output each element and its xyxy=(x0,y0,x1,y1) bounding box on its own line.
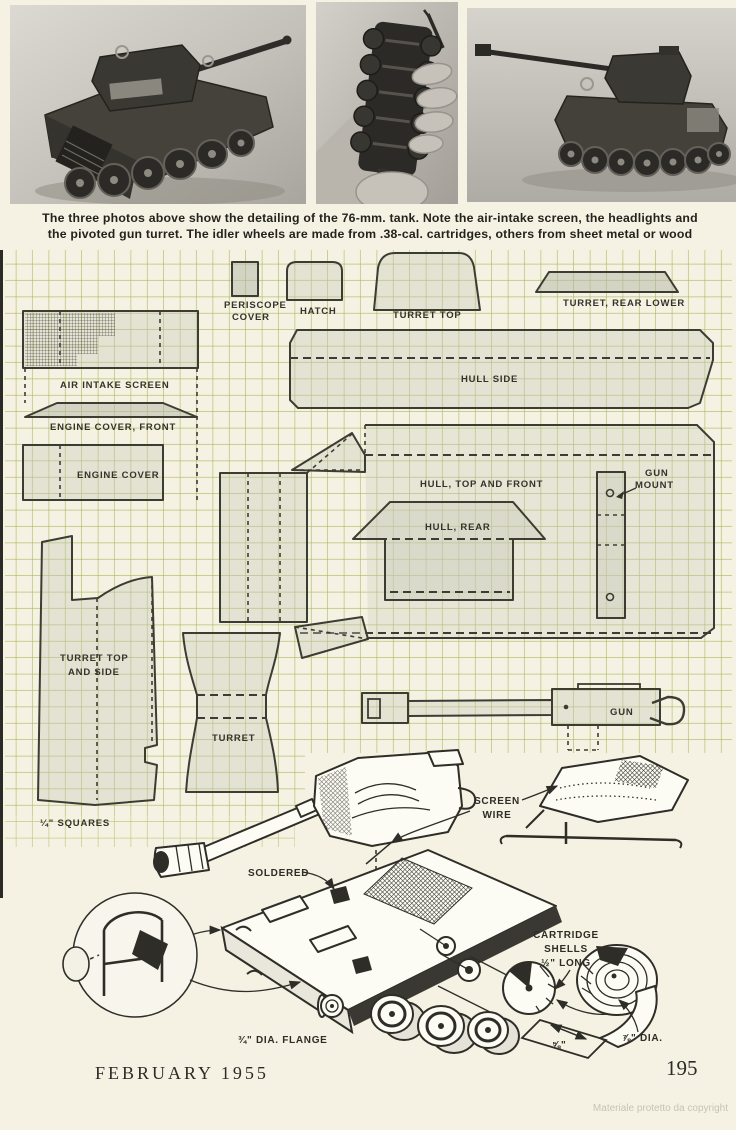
photo-tank-front-left-art xyxy=(10,5,306,204)
label-turret: TURRET xyxy=(212,733,256,744)
label-soldered: SOLDERED xyxy=(248,868,310,879)
label-hull-side: HULL SIDE xyxy=(461,374,519,385)
page-number: 195 xyxy=(666,1056,698,1080)
turret-underside-drawing xyxy=(501,756,688,848)
photo-caption xyxy=(40,211,700,242)
photo-track-assembly xyxy=(316,2,458,204)
label-hull-top-front: HULL, TOP AND FRONT xyxy=(420,479,544,490)
strip-dimension-drawing xyxy=(522,1020,606,1058)
issue-date: FEBRUARY 1955 xyxy=(95,1063,269,1083)
label-shells: SHELLS xyxy=(544,944,588,955)
assembly-diagram xyxy=(0,748,736,1062)
label-wire: WIRE xyxy=(482,810,512,821)
label-five-eighths: ⅝" xyxy=(552,1040,567,1051)
label-turret-top-side-1: TURRET TOP xyxy=(60,653,129,664)
label-turret-top-side-2: AND SIDE xyxy=(68,667,120,678)
photo-tank-front-left xyxy=(10,5,306,204)
label-hatch: HATCH xyxy=(300,306,337,317)
photo-tank-side xyxy=(467,8,736,202)
photo-track-assembly-art xyxy=(316,2,458,204)
headlight xyxy=(63,947,89,981)
label-cartridge: CARTRIDGE xyxy=(533,930,599,941)
label-periscope-cover-2: COVER xyxy=(232,312,270,323)
photo-tank-side-art xyxy=(467,8,736,202)
drum-wheel-1 xyxy=(371,995,425,1040)
label-engine-cover: ENGINE COVER xyxy=(77,470,160,481)
tank-turret xyxy=(605,52,691,104)
label-screen: SCREEN xyxy=(474,796,520,807)
label-turret-top: TURRET TOP xyxy=(393,310,462,321)
label-hull-rear: HULL, REAR xyxy=(425,522,491,533)
label-half-long: ½" LONG xyxy=(541,958,591,969)
label-gun: GUN xyxy=(610,707,634,718)
label-engine-cover-front: ENGINE COVER, FRONT xyxy=(50,422,177,433)
caption-line-1: The three photos above show the detailing of the 76-mm. tank. Note the air-intake screen, the headlights and xyxy=(42,211,698,225)
label-turret-rear-lower: TURRET, REAR LOWER xyxy=(563,298,686,309)
label-flange: ¾" DIA. FLANGE xyxy=(238,1035,328,1046)
label-periscope-cover-1: PERISCOPE xyxy=(224,300,287,311)
drum-wheel-3 xyxy=(468,1012,519,1054)
caption-line-2: the pivoted gun turret. The idler wheels are made from .38-cal. cartridges, others from sheet metal or wood xyxy=(47,226,693,241)
label-gun-mount-2: MOUNT xyxy=(635,480,674,491)
template-periscope-cover xyxy=(232,262,258,296)
label-air-intake-screen: AIR INTAKE SCREEN xyxy=(60,380,170,391)
scan-edge-strip xyxy=(0,250,3,898)
label-gun-mount-1: GUN xyxy=(645,468,669,479)
template-turret-rear-lower xyxy=(536,272,678,292)
copyright-watermark: Materiale protetto da copyright xyxy=(592,1103,728,1114)
template-hatch xyxy=(287,262,342,300)
label-quarter-squares: ¼" SQUARES xyxy=(40,818,111,829)
label-seven-eighths-dia: ⅞" DIA. xyxy=(622,1033,663,1044)
template-hull-side xyxy=(290,330,713,408)
template-turret-top xyxy=(374,253,480,310)
